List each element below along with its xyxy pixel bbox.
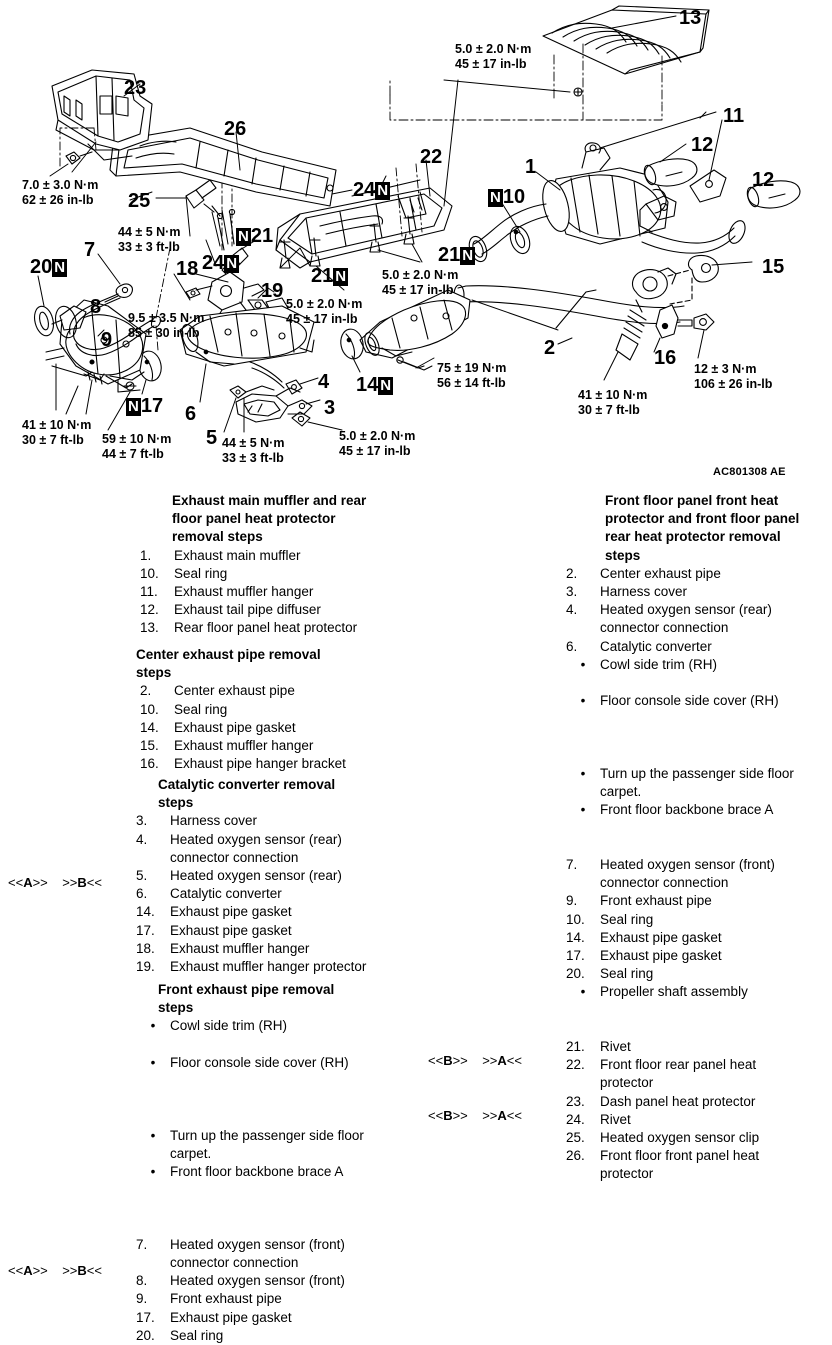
- callout-8: 8: [90, 296, 102, 318]
- callout-2: 2: [544, 337, 556, 359]
- list-item: 9. Front exhaust pipe: [566, 893, 712, 909]
- part-3-harness-cover: [230, 386, 312, 426]
- callout-7: 7: [84, 239, 96, 261]
- list-item: 20. Seal ring: [566, 966, 654, 982]
- marker-b-a-rivet21: <<B>> >>A<<: [428, 1053, 522, 1068]
- torque-spec: 12 ± 3 N·m 106 ± 26 in-lb: [694, 362, 773, 391]
- list-item: 14. Exhaust pipe gasket: [140, 719, 296, 735]
- n-badge-icon: N: [490, 188, 501, 206]
- list-item: 21. Rivet: [566, 1039, 631, 1055]
- callout-3: 3: [324, 397, 336, 419]
- list-item-continuation: protector: [600, 1166, 654, 1182]
- callout-26: 26: [224, 118, 247, 140]
- front-exhaust-pipe-block: [0, 981, 420, 1345]
- block-heading: Catalytic converter removal steps: [158, 777, 336, 811]
- callout-19: 19: [261, 280, 284, 302]
- callout-12-upper: 12: [691, 134, 714, 156]
- callout-15: 15: [762, 256, 785, 278]
- list-spacer: [136, 1181, 420, 1236]
- callout-11: 11: [723, 105, 745, 127]
- callout-13: 13: [679, 7, 702, 29]
- torque-spec: 5.0 ± 2.0 N·m 45 ± 17 in-lb: [382, 268, 459, 297]
- list-item: 25. Heated oxygen sensor clip: [566, 1130, 760, 1146]
- marker-a-b-catalytic: <<A>> >>B<<: [8, 875, 102, 890]
- list-item: • Cowl side trim (RH): [580, 656, 718, 672]
- callout-21n-left: N 21: [238, 225, 274, 247]
- list-item: 3. Harness cover: [566, 584, 688, 600]
- list-item: 24. Rivet: [566, 1111, 631, 1127]
- n-badge-icon: N: [226, 254, 238, 272]
- list-item: • Turn up the passenger side floor: [150, 1127, 364, 1143]
- callout-6: 6: [185, 403, 197, 425]
- front-floor-heat-protector-block: [420, 492, 832, 1184]
- callout-14n: 14 N: [356, 374, 392, 396]
- list-item: • Floor console side cover (RH): [580, 693, 779, 709]
- torque-spec: 41 ± 10 N·m 30 ± 7 ft-lb: [22, 418, 92, 447]
- torque-spec: 59 ± 10 N·m 44 ± 7 ft-lb: [102, 432, 172, 461]
- n-badge-icon: N: [335, 267, 347, 285]
- callout-17n: N 17: [128, 395, 164, 417]
- list-item: 17. Exhaust pipe gasket: [566, 948, 722, 964]
- list-item: 20. Seal ring: [136, 1327, 224, 1343]
- list-item: 10. Seal ring: [140, 565, 228, 581]
- block-heading: Exhaust main muffler and rear floor panel heat protector removal steps: [172, 493, 367, 545]
- part-25-sensor-clip: [156, 180, 220, 216]
- list-item: 10. Seal ring: [140, 701, 228, 717]
- list-item-continuation: carpet.: [600, 784, 642, 800]
- list-item: • Propeller shaft assembly: [580, 984, 748, 1000]
- n-badge-icon: N: [238, 227, 249, 245]
- block-heading: Front floor panel front heat protector and front floor panel rear heat protector removal steps: [605, 493, 800, 563]
- list-spacer: [566, 820, 832, 856]
- callout-21n-right: 21 N: [438, 244, 474, 266]
- list-item: • Cowl side trim (RH): [150, 1018, 288, 1034]
- list-item: 13. Rear floor panel heat protector: [140, 620, 358, 636]
- list-item: 7. Heated oxygen sensor (front): [566, 857, 775, 873]
- exhaust-system-exploded-diagram: [0, 0, 832, 478]
- removal-steps-lists: [0, 478, 832, 1343]
- torque-spec: 44 ± 5 N·m 33 ± 3 ft-lb: [118, 225, 181, 254]
- callout-23: 23: [124, 77, 147, 99]
- list-item: 8. Heated oxygen sensor (front): [136, 1273, 345, 1289]
- n-badge-icon: N: [462, 246, 474, 264]
- list-item-continuation: connector connection: [170, 1255, 299, 1270]
- callout-12-lower: 12: [752, 169, 775, 191]
- list-item: 5. Heated oxygen sensor (rear): [136, 868, 342, 884]
- list-spacer: [566, 710, 832, 765]
- torque-spec: 5.0 ± 2.0 N·m 45 ± 17 in-lb: [286, 297, 363, 326]
- list-item: 14. Exhaust pipe gasket: [136, 904, 292, 920]
- list-item: • Front floor backbone brace A: [150, 1164, 344, 1179]
- list-item: 17. Exhaust pipe gasket: [136, 922, 292, 938]
- n-badge-icon: N: [377, 181, 389, 199]
- list-item: 18. Exhaust muffler hanger: [136, 940, 310, 956]
- callout-25: 25: [128, 190, 151, 212]
- list-item-continuation: carpet.: [170, 1145, 212, 1161]
- list-item: 12. Exhaust tail pipe diffuser: [140, 602, 321, 618]
- list-item-continuation: connector connection: [170, 849, 299, 865]
- n-badge-icon: N: [380, 376, 392, 394]
- list-item: 9. Front exhaust pipe: [136, 1291, 282, 1307]
- list-item: 15. Exhaust muffler hanger: [140, 738, 314, 754]
- torque-spec: 7.0 ± 3.0 N·m 62 ± 26 in-lb: [22, 178, 99, 207]
- list-item: 4. Heated oxygen sensor (rear): [566, 602, 772, 618]
- callout-5: 5: [206, 427, 218, 449]
- list-spacer: [136, 1072, 420, 1127]
- list-item: 10. Seal ring: [566, 911, 654, 927]
- center-exhaust-pipe-block: [0, 646, 420, 773]
- block-heading: Center exhaust pipe removal steps: [136, 647, 321, 681]
- callout-24n-upper: 24 N: [353, 179, 389, 201]
- callout-18: 18: [176, 258, 199, 280]
- list-item: 2. Center exhaust pipe: [140, 683, 295, 699]
- torque-spec: 5.0 ± 2.0 N·m 45 ± 17 in-lb: [455, 42, 532, 71]
- list-item: 11. Exhaust muffler hanger: [140, 584, 314, 600]
- list-item: 4. Heated oxygen sensor (rear): [136, 831, 342, 847]
- list-item-continuation: protector: [600, 1075, 654, 1091]
- n-badge-icon: N: [128, 397, 139, 415]
- list-item: 7. Heated oxygen sensor (front): [136, 1236, 345, 1252]
- list-item-continuation: connector connection: [600, 875, 729, 891]
- n-badge-icon: N: [54, 258, 66, 276]
- drawing-code: AC801308 AE: [713, 466, 786, 478]
- list-item: • Front floor backbone brace A: [580, 802, 774, 818]
- torque-spec: 9.5 ± 3.5 N·m 85 ± 30 in-lb: [128, 311, 205, 340]
- list-item-continuation: connector connection: [600, 620, 729, 636]
- list-item: 22. Front floor rear panel heat: [566, 1057, 757, 1073]
- list-item: 19. Exhaust muffler hanger protector: [136, 959, 367, 975]
- list-item: 23. Dash panel heat protector: [566, 1093, 756, 1109]
- part-20-seal-ring: [32, 304, 57, 337]
- marker-b-a-rivet24: <<B>> >>A<<: [428, 1108, 522, 1123]
- callout-20n: 20 N: [30, 256, 66, 278]
- list-item: 6. Catalytic converter: [566, 638, 712, 654]
- list-item: 16. Exhaust pipe hanger bracket: [140, 756, 346, 772]
- list-item: 2. Center exhaust pipe: [566, 565, 721, 581]
- list-item: 6. Catalytic converter: [136, 886, 282, 902]
- torque-spec: 44 ± 5 N·m 33 ± 3 ft-lb: [222, 436, 285, 465]
- list-item: 17. Exhaust pipe gasket: [136, 1309, 292, 1325]
- callout-1: 1: [525, 156, 537, 178]
- callout-22: 22: [420, 146, 443, 168]
- exhaust-main-muffler-block: [0, 492, 420, 638]
- callout-24n-lower: 24 N: [202, 252, 238, 274]
- list-item: • Turn up the passenger side floor: [580, 766, 794, 782]
- callout-n10: N 10: [490, 186, 526, 208]
- callout-9: 9: [101, 329, 113, 351]
- torque-spec: 5.0 ± 2.0 N·m 45 ± 17 in-lb: [339, 429, 416, 458]
- callout-16: 16: [654, 347, 677, 369]
- list-item: 1. Exhaust main muffler: [140, 547, 301, 563]
- list-item: 3. Harness cover: [136, 813, 258, 829]
- marker-a-b-front-pipe: <<A>> >>B<<: [8, 1263, 102, 1278]
- callout-21n-center: 21 N: [311, 265, 347, 287]
- list-item: 26. Front floor front panel heat: [566, 1148, 760, 1164]
- torque-spec: 75 ± 19 N·m 56 ± 14 ft-lb: [437, 361, 507, 390]
- block-heading: Front exhaust pipe removal steps: [158, 982, 335, 1016]
- list-spacer: [566, 1002, 832, 1038]
- list-item: 14. Exhaust pipe gasket: [566, 929, 722, 945]
- list-item: • Floor console side cover (RH): [150, 1054, 349, 1070]
- callout-4: 4: [318, 371, 330, 393]
- torque-spec: 41 ± 10 N·m 30 ± 7 ft-lb: [578, 388, 648, 417]
- list-spacer: [566, 674, 832, 692]
- list-spacer: [136, 1036, 420, 1054]
